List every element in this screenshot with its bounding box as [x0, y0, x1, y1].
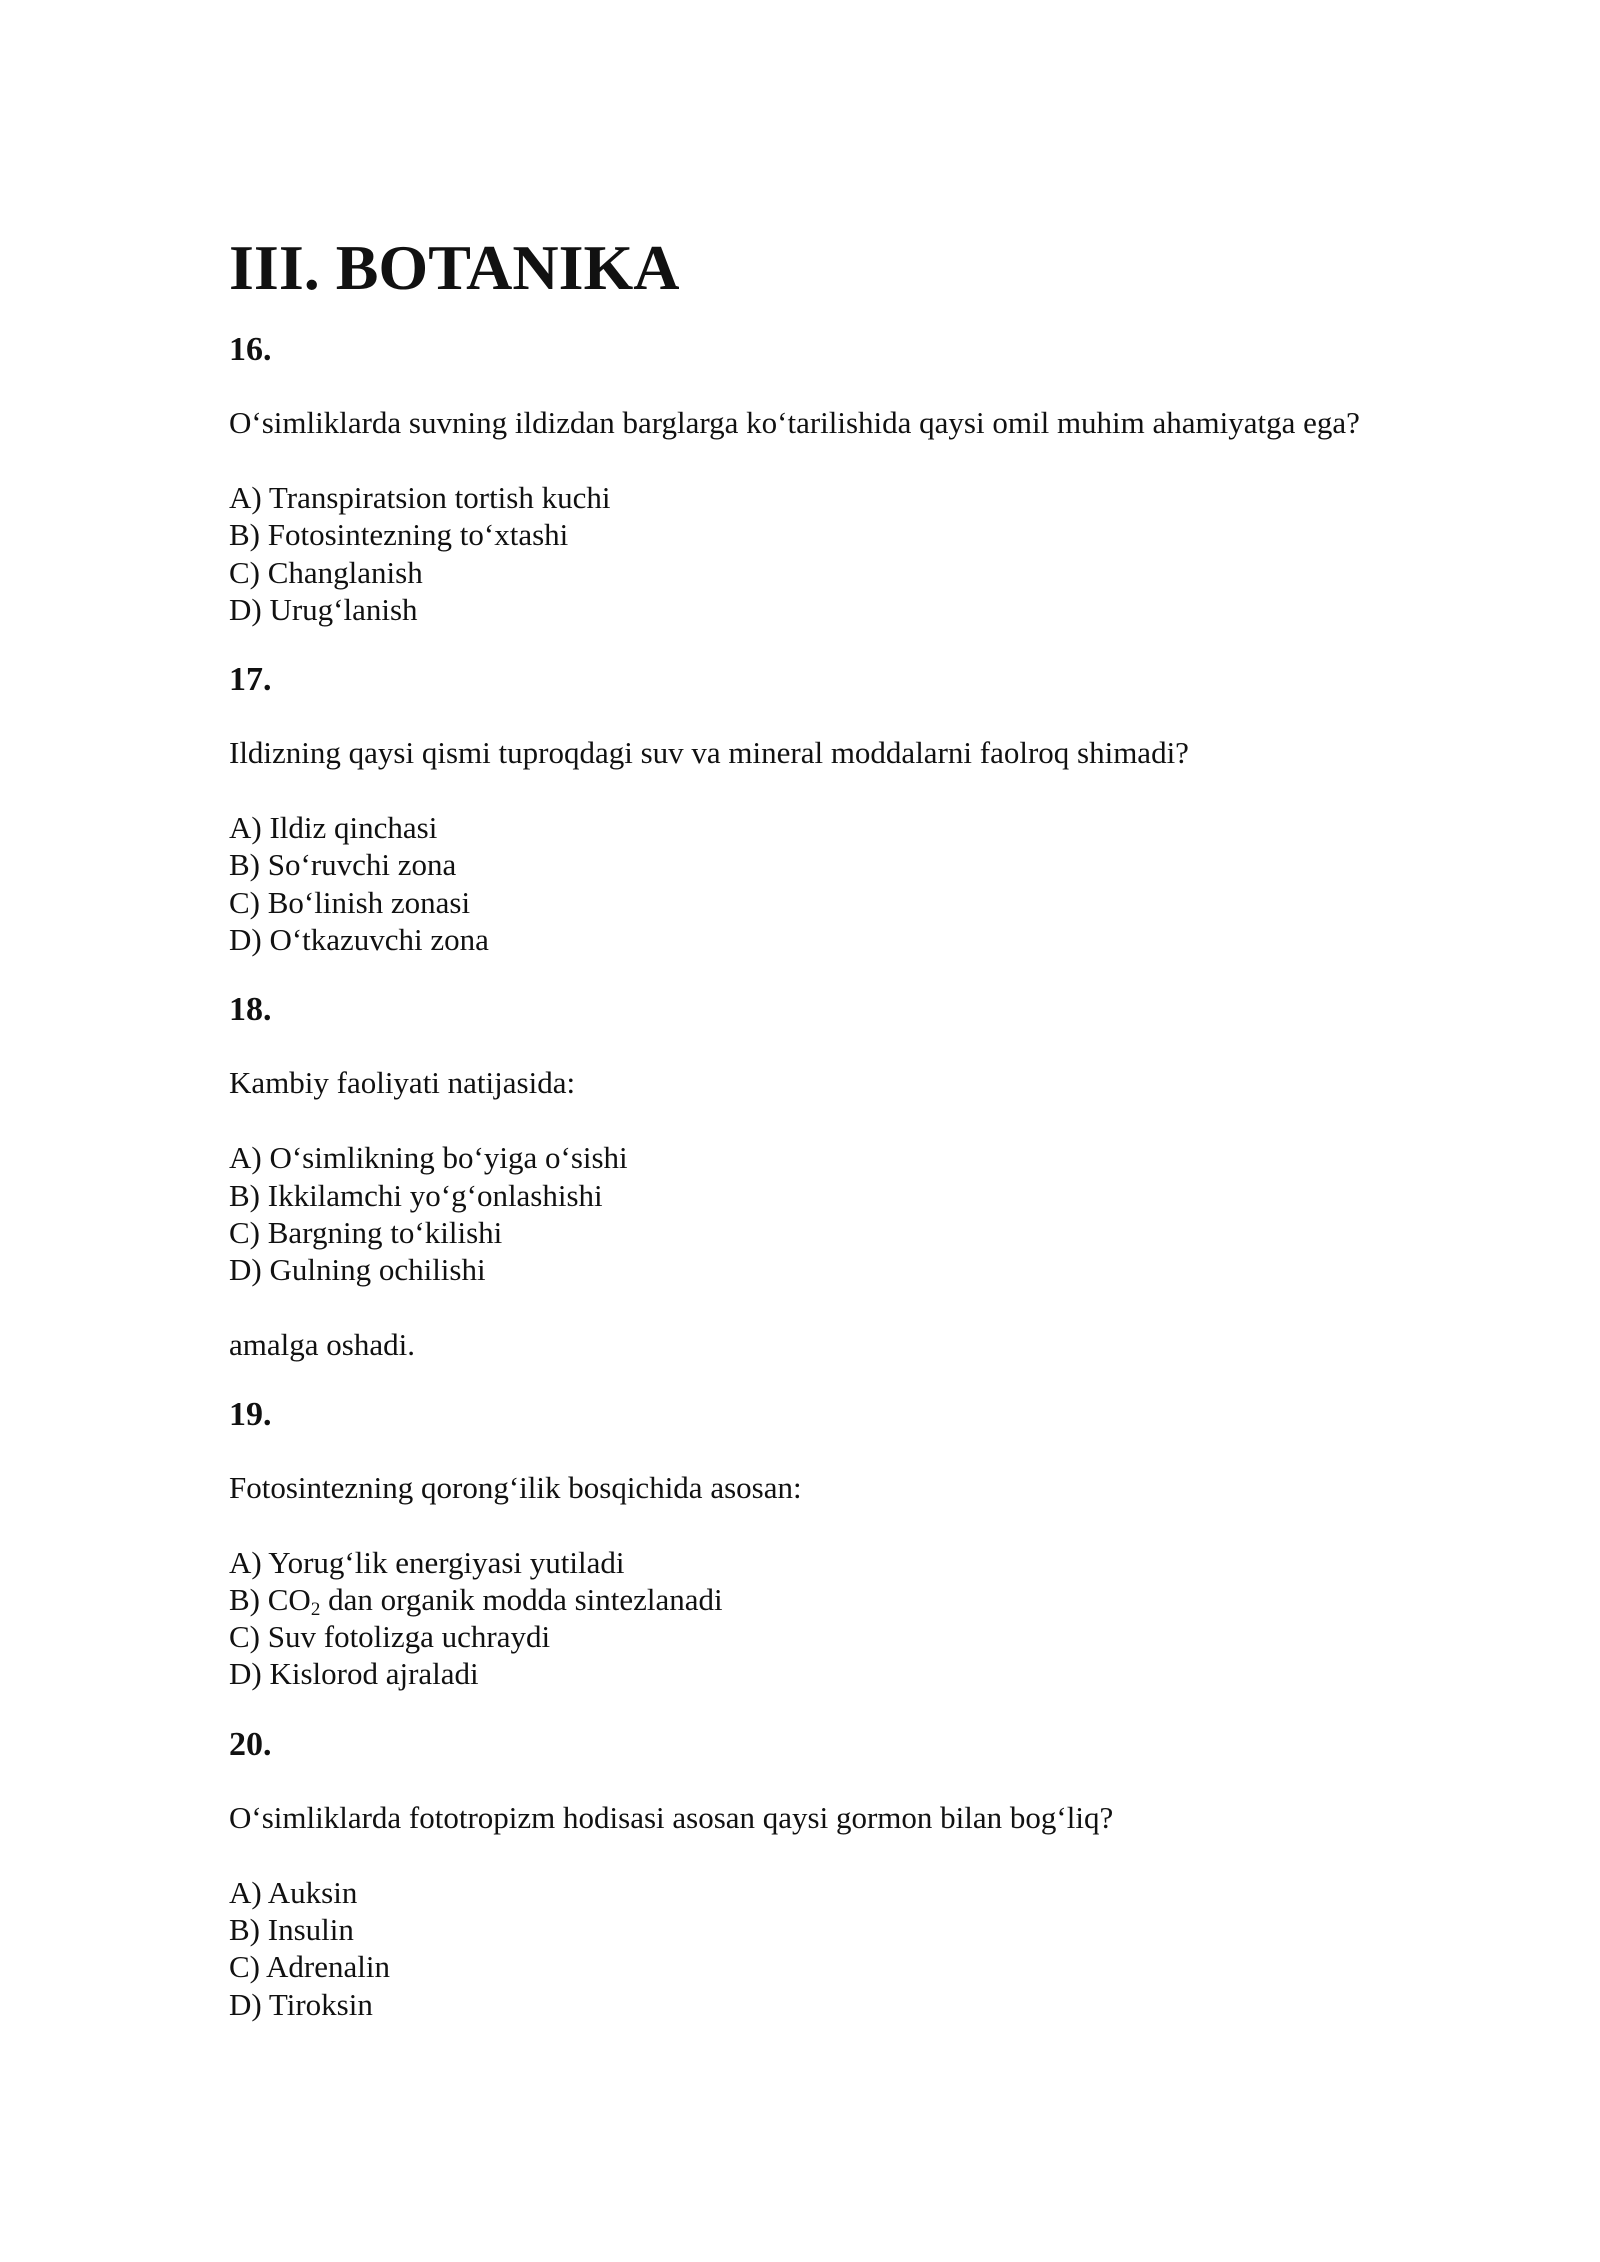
question-text: O‘simliklarda fototropizm hodisasi asosan qaysi gormon bilan bog‘liq? — [229, 1799, 1114, 1835]
option-b: B) Insulin — [229, 1912, 354, 1948]
option-c: C) Bargning to‘kilishi — [229, 1214, 503, 1250]
option-c: C) Suv fotolizga uchraydi — [229, 1619, 551, 1655]
question-18 — [229, 990, 1459, 1362]
question-number: 19. — [229, 1395, 272, 1433]
options-list — [229, 1139, 1459, 1288]
options-list — [229, 479, 1459, 628]
options-list — [229, 1544, 1459, 1693]
option-b: B) Ikkilamchi yo‘g‘onlashishi — [229, 1177, 603, 1213]
question-tail: amalga oshadi. — [229, 1326, 415, 1362]
option-a: A) Transpiratsion tortish kuchi — [229, 480, 611, 515]
option-d: D) Kislorod ajraladi — [229, 1656, 479, 1692]
question-19 — [229, 1395, 1459, 1693]
options-list — [229, 1874, 1459, 2023]
option-b-suffix: dan organik modda sintezlanadi — [320, 1581, 723, 1617]
question-number: 16. — [229, 331, 272, 368]
option-c: C) Bo‘linish zonasi — [229, 884, 471, 920]
question-text: Fotosintezning qorong‘ilik bosqichida asosan: — [229, 1469, 802, 1505]
option-d: D) Urug‘lanish — [229, 591, 418, 627]
option-d: D) Tiroksin — [229, 1986, 373, 2022]
option-a: A) Auksin — [229, 1874, 358, 1910]
option-c: C) Changlanish — [229, 554, 423, 590]
question-number: 17. — [229, 661, 272, 699]
question-16 — [229, 330, 1459, 628]
option-b: B) So‘ruvchi zona — [229, 847, 457, 883]
option-b: B) Fotosintezning to‘xtashi — [229, 517, 569, 553]
question-20 — [229, 1725, 1459, 2023]
option-c: C) Adrenalin — [229, 1949, 390, 1985]
question-number: 20. — [229, 1725, 272, 1763]
question-number: 18. — [229, 991, 272, 1029]
options-list — [229, 809, 1459, 958]
question-17 — [229, 660, 1459, 958]
option-a: A) Yorug‘lik energiyasi yutiladi — [229, 1544, 625, 1580]
subscript-2: 2 — [310, 1598, 321, 1620]
question-text: Kambiy faoliyati natijasida: — [229, 1065, 576, 1101]
option-a: A) O‘simlikning bo‘yiga o‘sishi — [229, 1140, 628, 1176]
option-b — [229, 1581, 1459, 1618]
option-a: A) Ildiz qinchasi — [229, 810, 438, 846]
question-text: Ildizning qaysi qismi tuproqdagi suv va mineral moddalarni faolroq shimadi? — [229, 735, 1189, 771]
question-text: O‘simliklarda suvning ildizdan barglarga ko‘tarilishida qaysi omil muhim ahamiyatga ega? — [229, 405, 1360, 440]
option-b-prefix: B) CO — [229, 1581, 311, 1617]
option-d: D) Gulning ochilishi — [229, 1252, 486, 1288]
option-d: D) O‘tkazuvchi zona — [229, 922, 489, 958]
section-title: III. BOTANIKA — [229, 232, 680, 303]
document-page — [229, 228, 1459, 2023]
